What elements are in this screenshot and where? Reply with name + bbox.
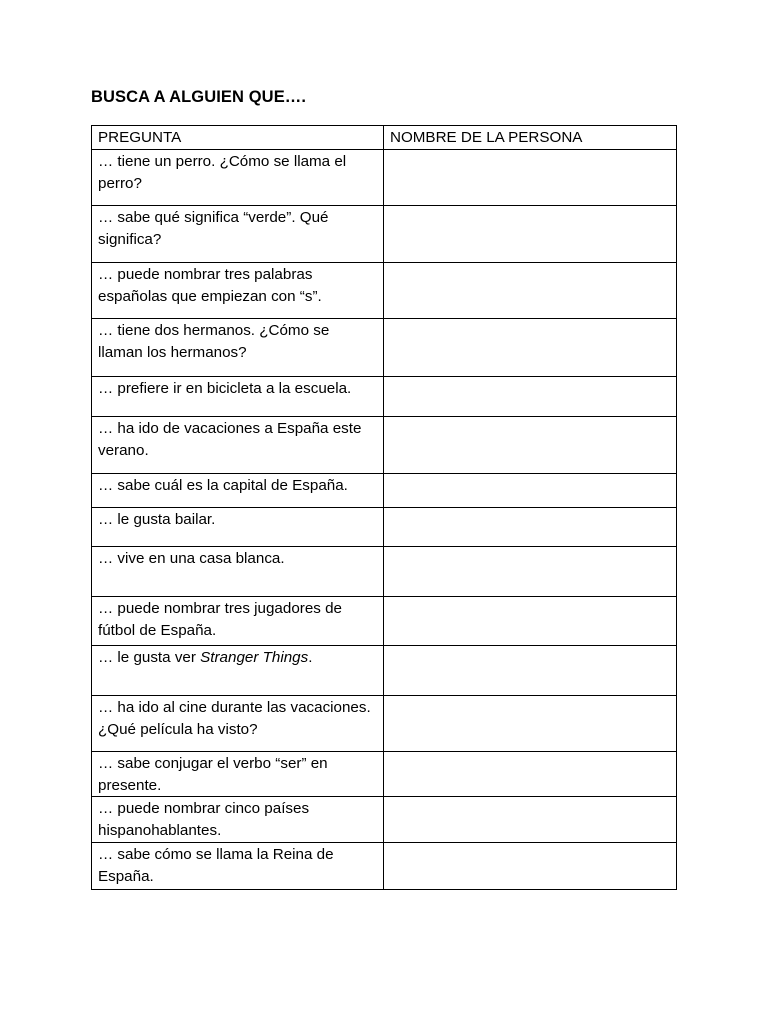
name-cell[interactable] <box>384 474 677 508</box>
question-cell: … sabe conjugar el verbo “ser” en presente. <box>92 752 384 797</box>
question-cell: … sabe qué significa “verde”. Qué significa? <box>92 206 384 263</box>
survey-table <box>91 125 677 890</box>
table-row <box>92 797 677 843</box>
name-cell[interactable] <box>384 752 677 797</box>
table-row <box>92 508 677 547</box>
question-cell: … puede nombrar tres palabras españolas que empiezan con “s”. <box>92 263 384 319</box>
name-cell[interactable] <box>384 150 677 206</box>
question-cell: … tiene dos hermanos. ¿Cómo se llaman los hermanos? <box>92 319 384 377</box>
name-cell[interactable] <box>384 377 677 417</box>
table-row <box>92 547 677 597</box>
table-row <box>92 474 677 508</box>
table-row <box>92 646 677 696</box>
table-header-row <box>92 126 677 150</box>
table-row <box>92 150 677 206</box>
name-cell[interactable] <box>384 696 677 752</box>
question-cell: … le gusta bailar. <box>92 508 384 547</box>
name-cell[interactable] <box>384 508 677 547</box>
question-cell: … sabe cuál es la capital de España. <box>92 474 384 508</box>
header-nombre: NOMBRE DE LA PERSONA <box>384 126 677 150</box>
table-row <box>92 417 677 474</box>
table-row <box>92 377 677 417</box>
name-cell[interactable] <box>384 843 677 890</box>
question-cell: … prefiere ir en bicicleta a la escuela. <box>92 377 384 417</box>
name-cell[interactable] <box>384 417 677 474</box>
table-row <box>92 843 677 890</box>
question-text-end: . <box>308 649 313 666</box>
table-row <box>92 206 677 263</box>
name-cell[interactable] <box>384 646 677 696</box>
name-cell[interactable] <box>384 206 677 263</box>
name-cell[interactable] <box>384 597 677 646</box>
name-cell[interactable] <box>384 797 677 843</box>
name-cell[interactable] <box>384 263 677 319</box>
header-pregunta: PREGUNTA <box>92 126 384 150</box>
name-cell[interactable] <box>384 319 677 377</box>
question-cell: … tiene un perro. ¿Cómo se llama el perro? <box>92 150 384 206</box>
question-cell: … puede nombrar cinco países hispanohablantes. <box>92 797 384 843</box>
question-cell: … ha ido al cine durante las vacaciones. ¿Qué película ha visto? <box>92 696 384 752</box>
question-cell: … puede nombrar tres jugadores de fútbol de España. <box>92 597 384 646</box>
table-row <box>92 597 677 646</box>
table-row <box>92 263 677 319</box>
page-title: BUSCA A ALGUIEN QUE…. <box>91 88 307 106</box>
question-cell: … ha ido de vacaciones a España este verano. <box>92 417 384 474</box>
table-row <box>92 752 677 797</box>
table-row <box>92 319 677 377</box>
question-cell: … sabe cómo se llama la Reina de España. <box>92 843 384 890</box>
question-cell: … vive en una casa blanca. <box>92 547 384 597</box>
question-text: … le gusta ver <box>98 649 201 666</box>
show-title: Stranger Things <box>200 649 309 666</box>
name-cell[interactable] <box>384 547 677 597</box>
question-cell <box>92 646 384 696</box>
table-row <box>92 696 677 752</box>
